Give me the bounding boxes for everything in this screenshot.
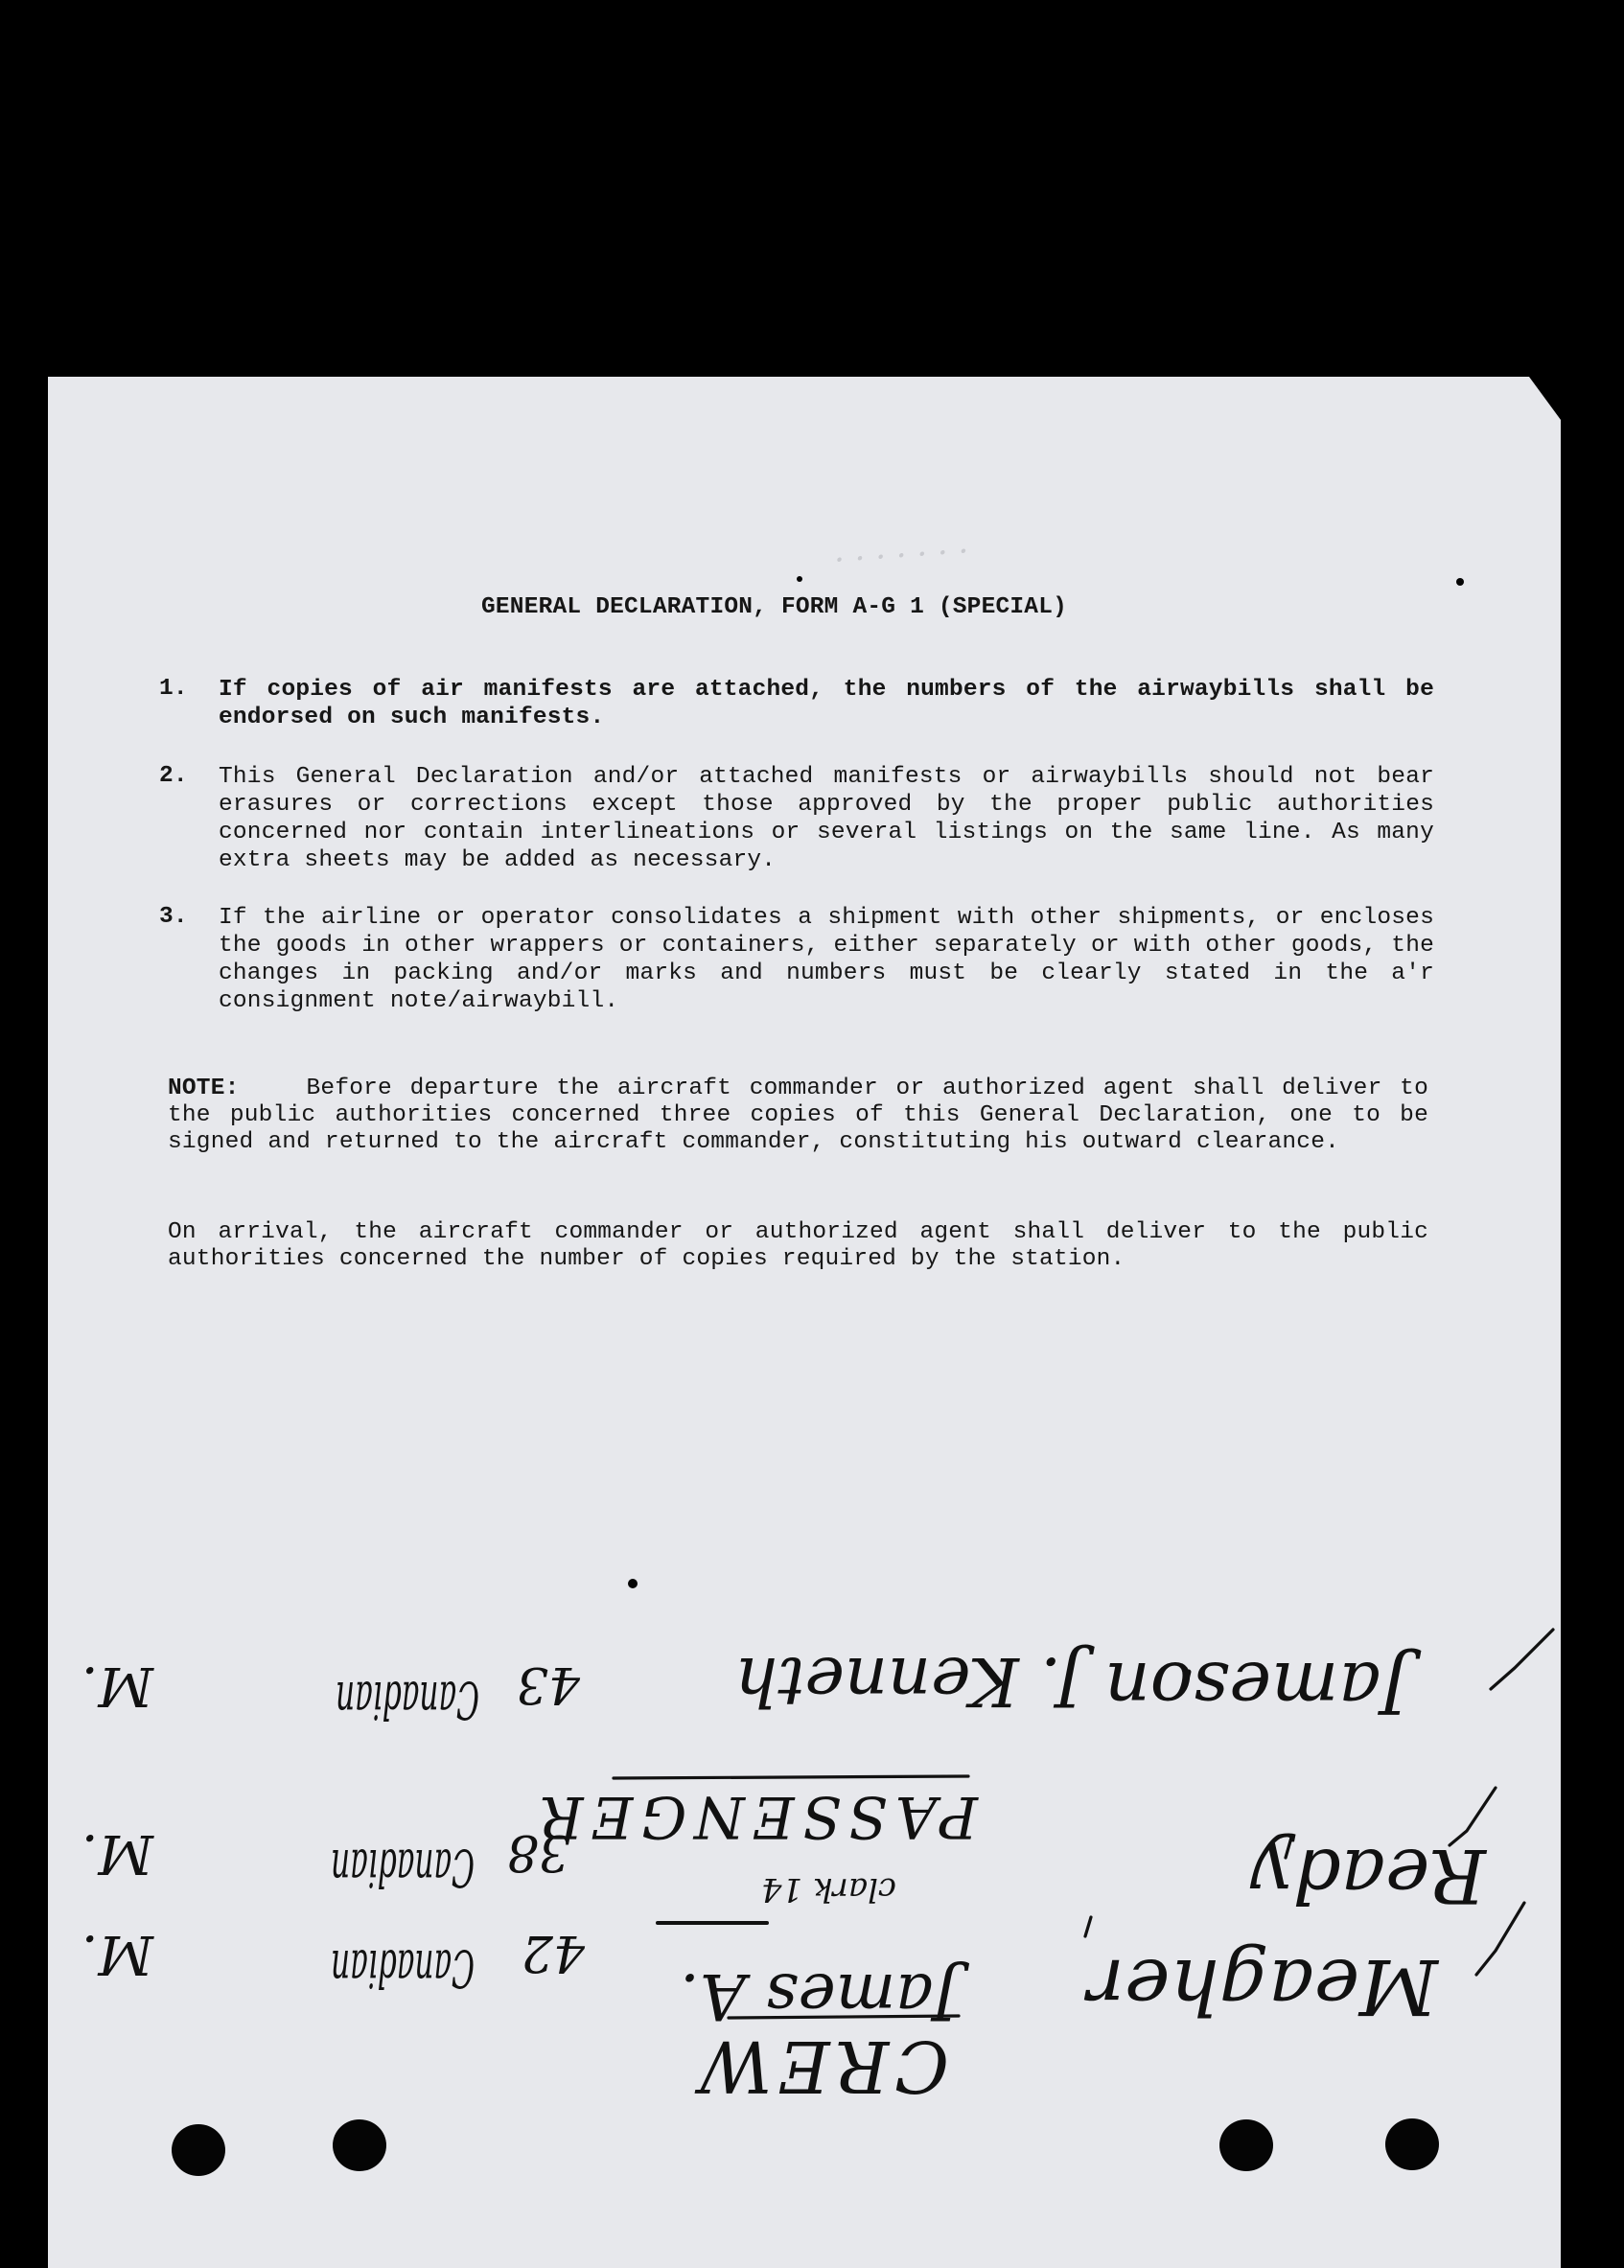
punch-hole — [1385, 2118, 1439, 2170]
item-number: 2. — [159, 763, 188, 789]
note-label: NOTE: — [168, 1076, 240, 1101]
row1-surname: Jameson — [1104, 1646, 1409, 1728]
row1-sex: M. — [81, 1655, 153, 1717]
item-number: 1. — [159, 676, 188, 702]
row2-sex: M. — [81, 1822, 153, 1885]
row3-nationality: Canadian — [331, 1938, 475, 1999]
punch-hole — [333, 2119, 386, 2171]
arrival-paragraph: On arrival, the aircraft commander or authorized agent shall deliver to the public authorities concerned the number of copies required by the station. — [168, 1219, 1428, 1272]
row3-given-name: James A. — [680, 1959, 959, 2033]
row2-nationality: Canadian — [331, 1838, 475, 1898]
item-number: 3. — [159, 904, 188, 930]
ink-dot — [1456, 578, 1464, 586]
row3-age: 42 — [521, 1924, 585, 1981]
row3-surname: Meagher — [1087, 1942, 1438, 2031]
ink-dot — [797, 576, 802, 582]
passenger-label: PASSENGER — [532, 1783, 978, 1850]
row1-nationality: Canadian — [336, 1670, 479, 1730]
item-text: If the airline or operator consolidates a shipment with other shipments, or encloses the goods in other wrappers or containers, either separately or with other goods, the changes in packing and/or marks and numbers must be clearly stated in the a'r consignment note/airwaybill. — [219, 905, 1434, 1014]
row2-age: 38 — [506, 1823, 570, 1881]
row2-surname: Ready — [1250, 1832, 1486, 1918]
comma-mark — [1085, 1917, 1091, 1936]
crew-label: CREW — [693, 2025, 949, 2107]
row3-sex: M. — [81, 1923, 153, 1985]
punch-hole — [1219, 2119, 1273, 2171]
item-text: If copies of air manifests are attached, the numbers of the airwaybills shall be endorsed on such manifests. — [219, 677, 1434, 730]
punch-hole — [172, 2124, 225, 2176]
ghost-mark: · · · · · · · — [832, 532, 970, 580]
ink-dot — [628, 1579, 638, 1588]
passenger-underline — [614, 1776, 968, 1778]
row1-age: 43 — [516, 1655, 580, 1713]
check-mark — [1491, 1630, 1553, 1689]
item-text: This General Declaration and/or attached manifests or airwaybills should not bear erasures or corrections except those approved by the proper public authorities concerned nor contain interlineations or several listings on the same line. As many extra sheets may be added as necessary. — [219, 764, 1434, 873]
note-text: Before departure the aircraft commander or authorized agent shall deliver to the public authorities concerned three copies of this General Declaration, one to be signed and returned to the aircraft commander, constituting his outward clearance. — [168, 1076, 1428, 1155]
row3-note: clark 14 — [760, 1870, 896, 1909]
row1-given-name: J. Kenneth — [734, 1642, 1083, 1721]
document-title: GENERAL DECLARATION, FORM A-G 1 (SPECIAL) — [481, 594, 1067, 620]
